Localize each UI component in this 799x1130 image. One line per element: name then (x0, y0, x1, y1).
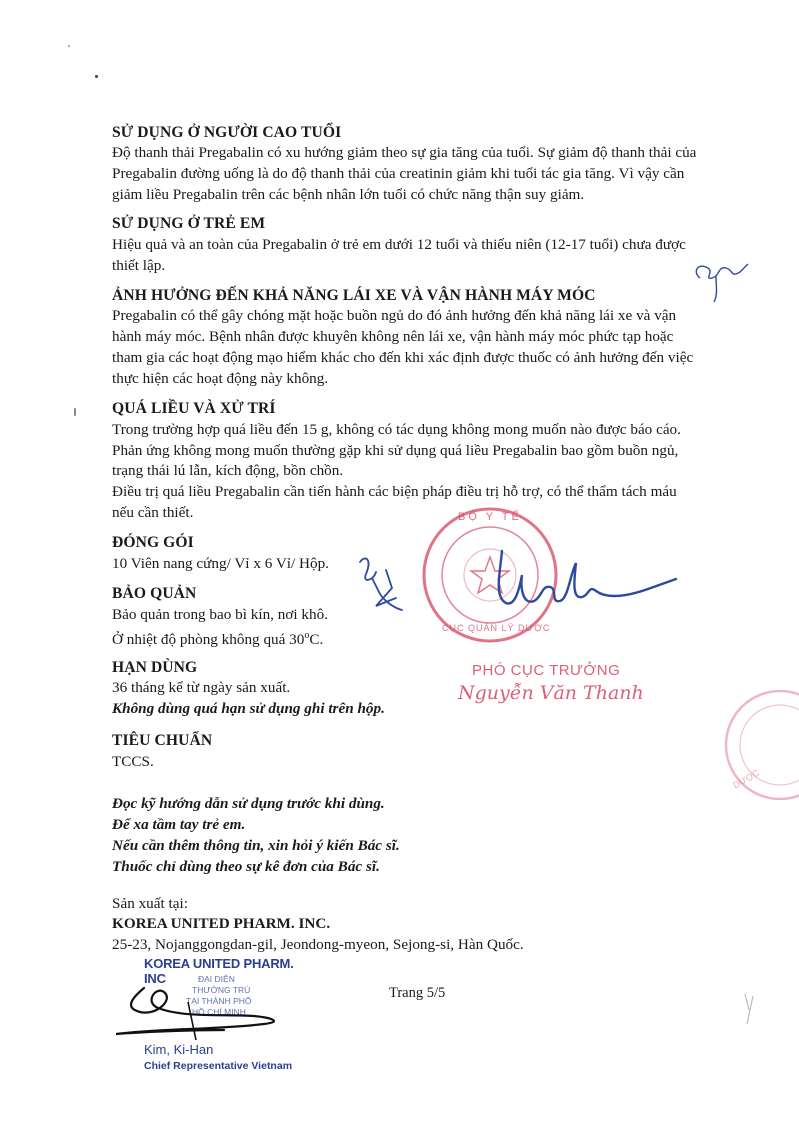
heading-storage: BẢO QUẢN (112, 585, 197, 602)
company-stamp-line: ĐẠI DIỆN (198, 974, 235, 984)
corner-seal (720, 690, 799, 800)
warning-line: Thuốc chỉ dùng theo sự kê đơn của Bác sĩ. (112, 858, 380, 875)
scan-mark (735, 990, 765, 1030)
secondary-signature (352, 550, 412, 620)
heading-standard: TIÊU CHUẨN (112, 732, 213, 749)
paragraph-line: Phản ứng không mong muốn thường gặp khi sử dụng quá liều Pregabalin bao gồm buồn ngủ, (112, 442, 679, 459)
company-stamp-name: Kim, Ki-Han (144, 1042, 214, 1057)
director-signature (480, 545, 680, 625)
paragraph-line: giảm liều Pregabalin trên các bệnh nhân lớn tuổi có chức năng thận suy giảm. (112, 186, 585, 203)
storage-line: Bảo quản trong bao bì kín, nơi khô. (112, 606, 328, 623)
warning-line: Nếu cần thêm thông tin, xin hỏi ý kiến Bác sĩ. (112, 837, 400, 854)
heading-packaging: ĐÓNG GÓI (112, 534, 194, 551)
paragraph-line: Độ thanh thải Pregabalin có xu hướng giảm theo sự gia tăng của tuổi. Sự giảm độ thanh thải của (112, 144, 697, 161)
official-title: PHÓ CỤC TRƯỞNG (472, 662, 621, 679)
scan-speck (95, 75, 98, 78)
manufacturer-name: KOREA UNITED PHARM. INC. (112, 915, 331, 932)
manufacturer-label: Sản xuất tại: (112, 895, 188, 912)
initials-signature (690, 258, 750, 308)
manufacturer-address: 25-23, Nojanggongdan-gil, Jeondong-myeon, Sejong-si, Hàn Quốc. (112, 936, 524, 953)
paragraph-line: Pregabalin đường uống là do độ thanh thải của creatinin giảm khi tuổi tác gia tăng. Vì vậy cần (112, 165, 685, 182)
expiry-line: 36 tháng kể từ ngày sản xuất. (112, 679, 291, 696)
scan-speck (68, 45, 70, 47)
company-stamp-line: TẠI THÀNH PHỐ (186, 996, 252, 1006)
paragraph-line: Pregabalin có thể gây chóng mặt hoặc buồn ngủ do đó ảnh hưởng đến khả năng lái xe và vận (112, 307, 677, 324)
paragraph-line: nếu cần thiết. (112, 504, 194, 521)
scan-speck (74, 408, 76, 416)
seal-bottom-text: CỤC QUẢN LÝ DƯỢC (442, 623, 551, 633)
heading-elderly: SỬ DỤNG Ở NGƯỜI CAO TUỔI (112, 124, 342, 141)
warning-line: Đọc kỹ hướng dẫn sử dụng trước khi dùng. (112, 795, 385, 812)
warning-line: Để xa tầm tay trẻ em. (112, 816, 246, 833)
standard-line: TCCS. (112, 753, 154, 770)
heading-expiry: HẠN DÙNG (112, 659, 198, 676)
paragraph-line: trạng thái lú lẫn, kích động, bồn chồn. (112, 462, 344, 479)
company-stamp-role: Chief Representative Vietnam (144, 1060, 293, 1072)
paragraph-line: Trong trường hợp quá liều đến 15 g, không có tác dụng không mong muốn nào được báo cáo. (112, 421, 681, 438)
paragraph-line: hành máy móc. Bệnh nhân được khuyên không nên lái xe, vận hành máy móc phức tạp hoặc (112, 328, 674, 345)
page-number: Trang 5/5 (389, 985, 446, 1001)
expiry-warning: Không dùng quá hạn sử dụng ghi trên hộp. (112, 700, 385, 717)
seal-top-text: BỘ Y TẾ (458, 511, 522, 523)
official-name: Nguyễn Văn Thanh (458, 682, 644, 704)
paragraph-line: thực hiện các hoạt động này không. (112, 370, 329, 387)
company-stamp-title: KOREA UNITED PHARM. INC (144, 956, 294, 986)
heading-overdose: QUÁ LIỀU VÀ XỬ TRÍ (112, 400, 276, 417)
paragraph-line: tham gia các hoạt động mạo hiểm khác cho đến khi xác định được thuốc có ảnh hưởng đến việc (112, 349, 694, 366)
heading-children: SỬ DỤNG Ở TRẺ EM (112, 215, 266, 232)
storage-temperature-line: Ở nhiệt độ phòng không quá 30$^o$C. (112, 630, 324, 649)
company-stamp-line: THƯỜNG TRÚ (192, 985, 251, 995)
paragraph-line: Điều trị quá liều Pregabalin cần tiến hành các biện pháp điều trị hỗ trợ, có thể thẩm tách máu (112, 483, 677, 500)
corner-seal-text: DƯỢC (731, 767, 762, 791)
heading-driving: ẢNH HƯỞNG ĐẾN KHẢ NĂNG LÁI XE VÀ VẬN HÀNH MÁY MÓC (112, 287, 596, 304)
paragraph-line: Hiệu quả và an toàn của Pregabalin ở trẻ em dưới 12 tuổi và thiếu niên (12-17 tuổi) chưa được (112, 236, 686, 253)
paragraph-line: thiết lập. (112, 257, 166, 274)
paragraph-line: 10 Viên nang cứng/ Vỉ x 6 Vỉ/ Hộp. (112, 555, 329, 572)
representative-signature (104, 978, 294, 1058)
company-stamp-line: HỒ CHÍ MINH (192, 1007, 246, 1017)
